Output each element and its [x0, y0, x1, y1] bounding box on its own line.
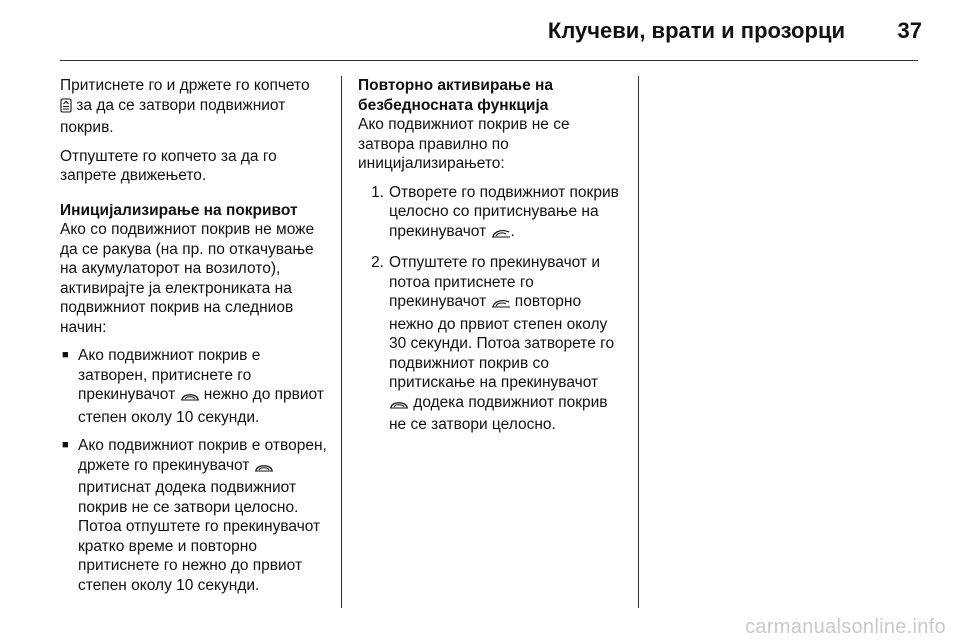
- page-header: [0, 0, 960, 62]
- sunroof-switch-icon: [180, 388, 200, 408]
- list-item: 1. Отворете го подвижниот покрив целосно со притиснување на прекинувачот .: [358, 183, 628, 245]
- middle-column: [358, 76, 628, 435]
- column-divider-2: [638, 76, 639, 608]
- sunroof-tilt-switch-icon: [491, 295, 511, 315]
- list-item: 2. Отпуштете го прекинувачот и потоа притиснете го прекинувачот повторно нежно до првиот степен околу 30 секунди. Потоа затворете го подвижниот покрив со притискање на прекинувачот додека подвижниот покрив не се затвори целосно.: [371, 254, 615, 433]
- paragraph-initialize: Ако со подвижниот покрив не може да се ракува (на пр. по откачување на акумулаторот на возилото), активирајте ја електрониката на подвижниот покрив на следниов начин:: [60, 221, 315, 336]
- bullet-square-icon: ■: [62, 349, 69, 361]
- bullet-square-icon: ■: [62, 439, 69, 451]
- sunroof-tilt-switch-icon: [491, 225, 511, 245]
- page-number: 37: [897, 18, 922, 43]
- list-item: ■ Ако подвижниот покрив е затворен, притиснете го прекинувачот нежно до првиот степен околу 10 секунди.: [62, 347, 324, 426]
- paragraph-release: Отпуштете го копчето за да го запрете движењето.: [60, 147, 277, 184]
- section-heading-initialize: Иницијализирање на покривот: [60, 201, 298, 219]
- paragraph-close-roof: Притиснете го и држете го копчето за да се затвори подвижниот покрив.: [60, 77, 310, 136]
- paragraph-reactivate: Ако подвижниот покрив не се затвора правилно по иницијализирањето:: [358, 116, 570, 172]
- section-heading-reactivate: Повторно активирање на безбедносната функција: [358, 77, 553, 114]
- left-column: [60, 76, 328, 595]
- sunroof-switch-icon: [389, 396, 409, 416]
- column-divider-1: [341, 76, 342, 608]
- watermark-brand: carmanualsonline.info: [745, 616, 946, 638]
- list-item: ■ Ако подвижниот покрив е отворен, држете го прекинувачот притиснат додека подвижниот покрив не се затвори целосно. Потоа отпуштете го прекинувачот кратко време и повторно притиснете го нежно до првиот степен околу 10 секунди.: [62, 437, 327, 594]
- sunroof-switch-icon: [254, 459, 274, 479]
- header-rule: [60, 60, 918, 61]
- header-title: Клучеви, врати и прозорци: [547, 18, 845, 43]
- sunroof-close-button-icon: [60, 98, 72, 119]
